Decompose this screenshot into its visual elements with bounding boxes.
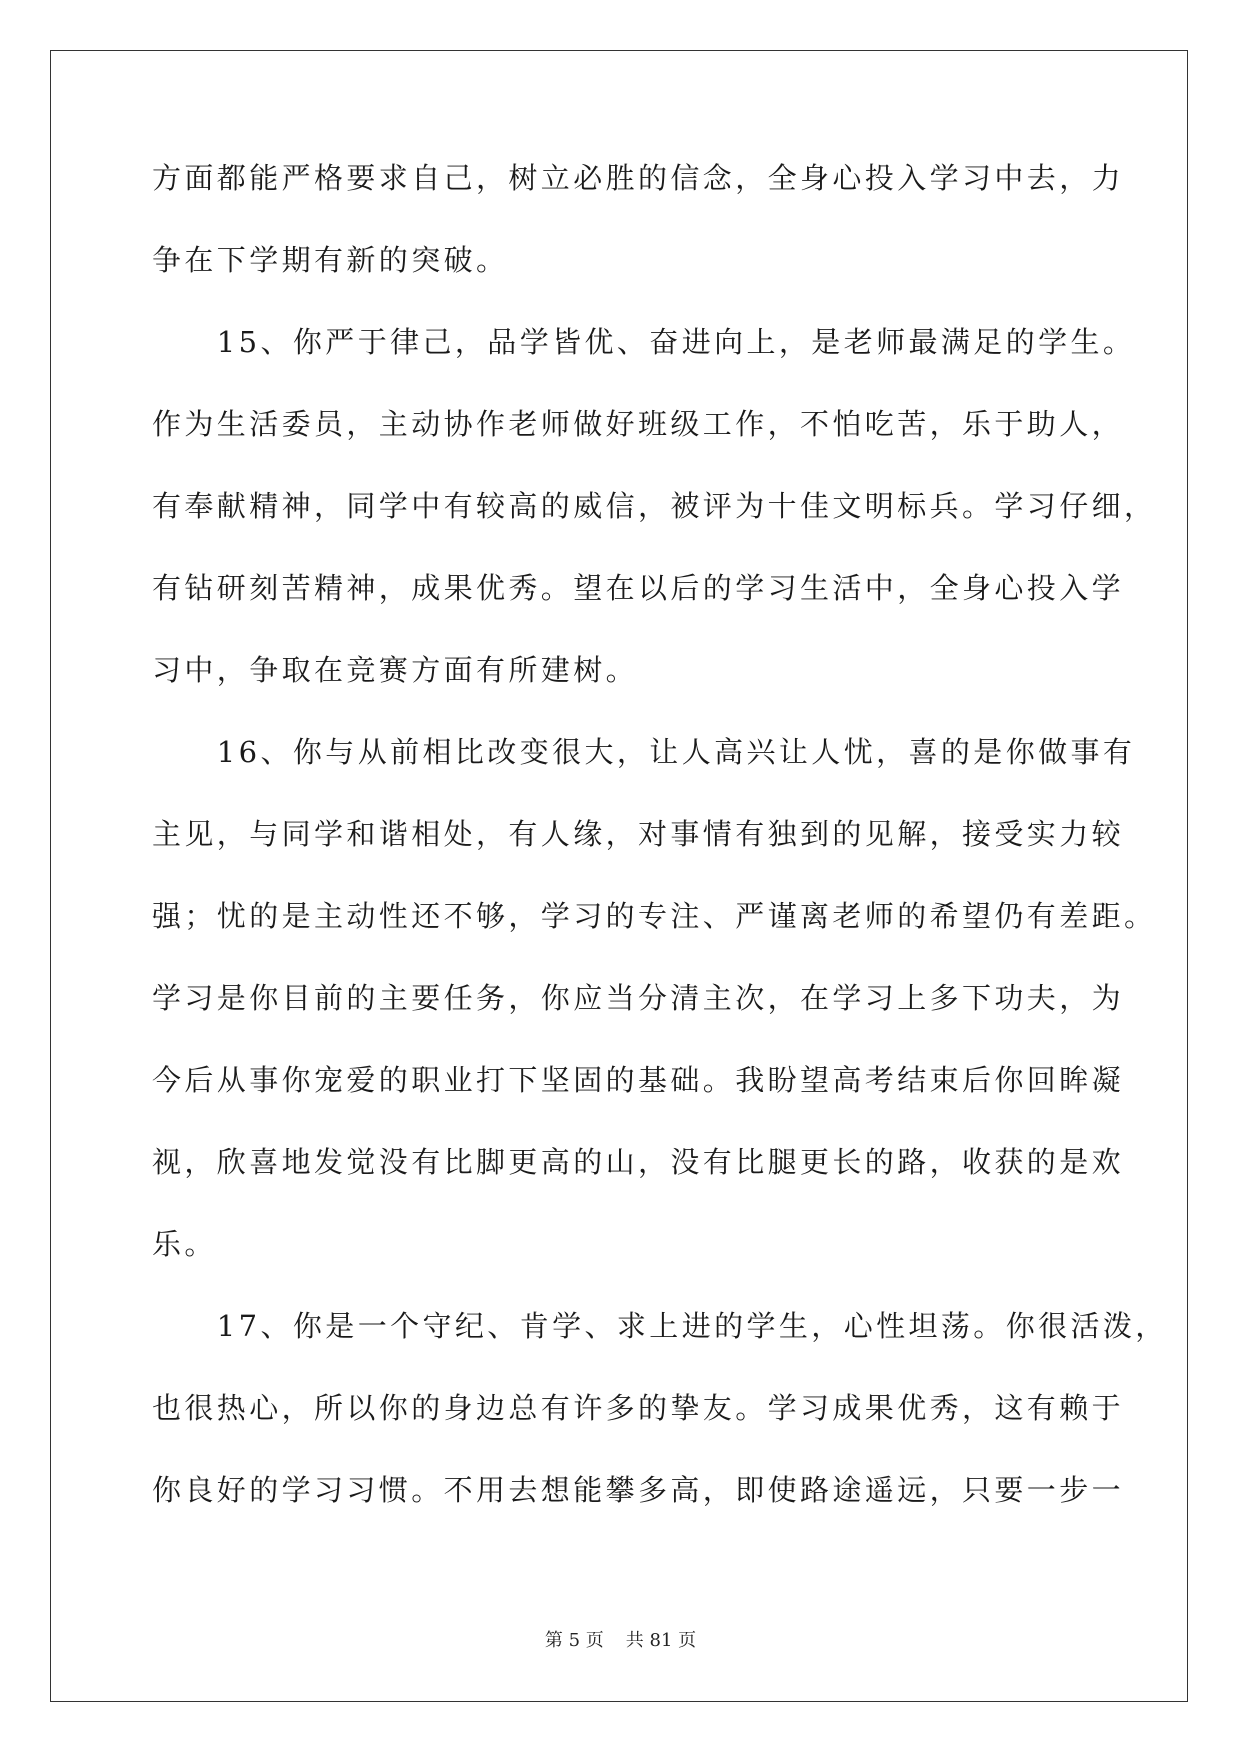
text-line-4: 作为生活委员，主动协作老师做好班级工作，不怕吃苦，乐于助人，	[152, 407, 1125, 441]
text-line-11: 学习是你目前的主要任务，你应当分清主次，在学习上多下功夫，为	[152, 981, 1125, 1015]
text-line-15: 17、你是一个守纪、肯学、求上进的学生，心性坦荡。你很活泼，	[152, 1309, 1168, 1343]
text-line-9: 主见，与同学和谐相处，有人缘，对事情有独到的见解，接受实力较	[152, 817, 1125, 851]
text-line-13: 视，欣喜地发觉没有比脚更高的山，没有比腿更长的路，收获的是欢	[152, 1145, 1125, 1179]
text-line-8: 16、你与从前相比改变很大，让人高兴让人忧，喜的是你做事有	[152, 735, 1136, 769]
text-line-12: 今后从事你宠爱的职业打下坚固的基础。我盼望高考结束后你回眸凝	[152, 1063, 1125, 1097]
text-line-5: 有奉献精神，同学中有较高的威信，被评为十佳文明标兵。学习仔细，	[152, 489, 1157, 523]
text-line-6: 有钻研刻苦精神，成果优秀。望在以后的学习生活中，全身心投入学	[152, 571, 1125, 605]
document-body	[152, 160, 1168, 1554]
text-line-3: 15、你严于律己，品学皆优、奋进向上，是老师最满足的学生。	[152, 325, 1136, 359]
text-line-16: 也很热心，所以你的身边总有许多的挚友。学习成果优秀，这有赖于	[152, 1391, 1125, 1425]
page-number: 第 5 页	[544, 1630, 604, 1651]
text-line-14: 乐。	[152, 1227, 217, 1261]
text-line-2: 争在下学期有新的突破。	[152, 243, 509, 277]
page-footer	[0, 1626, 1241, 1652]
page-total: 共 81 页	[625, 1630, 697, 1651]
text-line-10: 强；忧的是主动性还不够，学习的专注、严谨离老师的希望仍有差距。	[152, 899, 1157, 933]
text-line-1: 方面都能严格要求自己，树立必胜的信念，全身心投入学习中去，力	[152, 161, 1125, 195]
text-line-17: 你良好的学习习惯。不用去想能攀多高，即使路途遥远，只要一步一	[152, 1473, 1125, 1507]
text-line-7: 习中，争取在竞赛方面有所建树。	[152, 653, 639, 687]
